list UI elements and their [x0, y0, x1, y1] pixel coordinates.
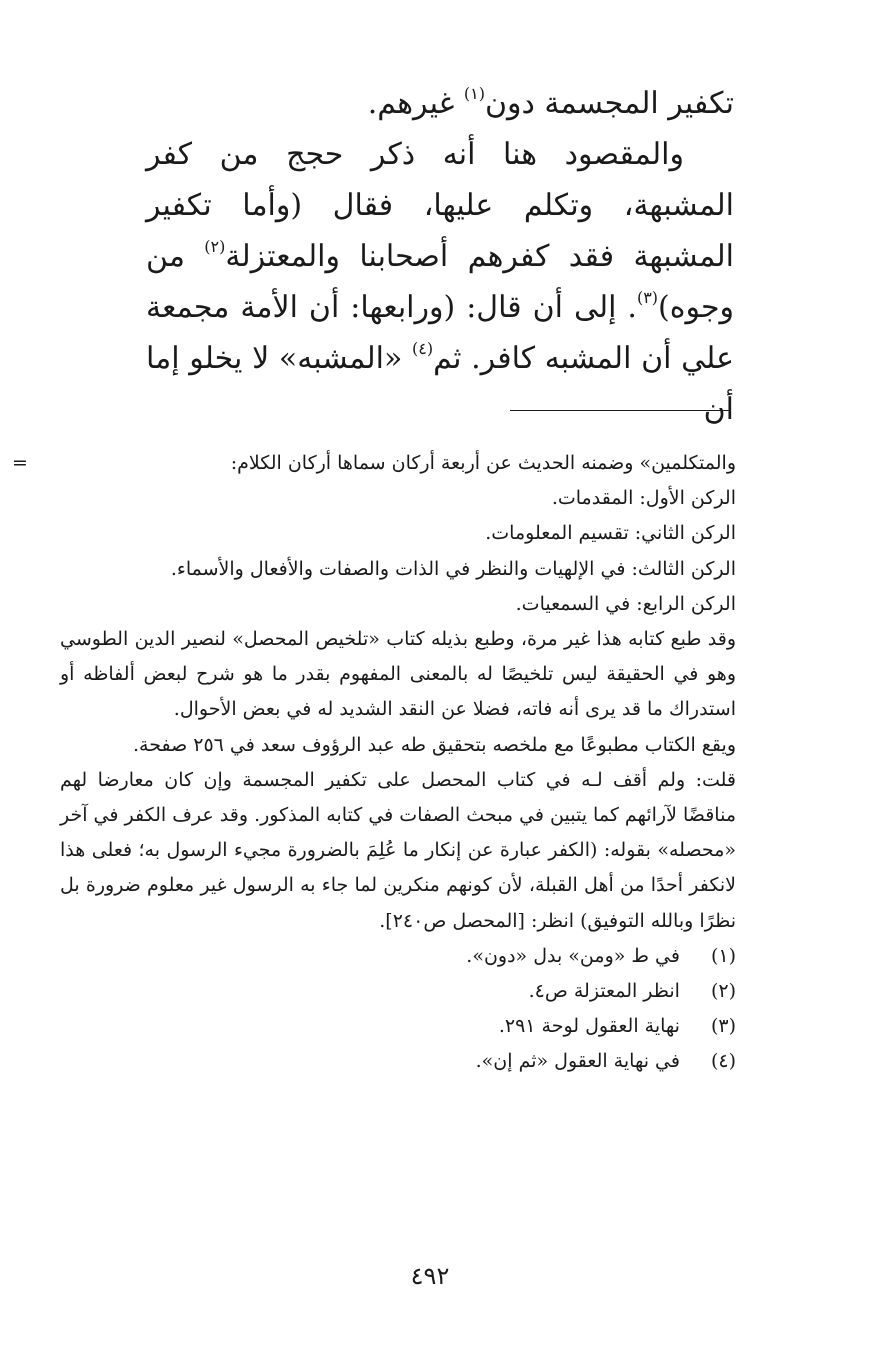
note-paragraph-3: قلت: ولم أقف لـه في كتاب المحصل على تكفير المجسمة وإن كان معارضا لهم مناقضًا لآرائهم كما يتبين في مبحث الصفات في كتابه المذكور. وقد عرف الكفر في آخر «محصله» بقوله: (الكفر عبارة عن إنكار ما عُلِمَ بالضرورة مجيء الرسول به؛ فعلى هذا لانكفر أحدًا من أهل القبلة، لأن كونهم منكرين لما جاء به الرسول غير معلوم ضرورة بل نظرًا وبالله التوفيق) انظر: [المحصل ص٢٤٠].: [60, 768, 736, 932]
footnote-ref-3: (٣): [636, 288, 659, 307]
note-line: الركن الثاني: تقسيم المعلومات.: [485, 522, 736, 545]
footnote-list: [60, 939, 736, 1080]
note-line: الركن الرابع: في السمعيات.: [515, 592, 736, 615]
main-p2-a: والمقصود هنا أنه ذكر حجج من كفر المشبهة، وتكلم عليها، فقال (وأما تكفير المشبهة فقد كفرهم أصحابنا والمعتزلة: [146, 137, 734, 274]
footnote-number: (٣): [710, 1015, 736, 1038]
footnote-number: (١): [710, 944, 736, 967]
footnote-item: [60, 1044, 736, 1079]
footnote-text: نهاية العقول لوحة ٢٩١.: [498, 1015, 680, 1038]
note-paragraph-2: ويقع الكتاب مطبوعًا مع ملخصه بتحقيق طه عبد الرؤوف سعد في ٢٥٦ صفحة.: [132, 733, 736, 756]
main-p1-a: تكفير المجسمة دون: [484, 86, 734, 121]
footnote-item: [60, 1009, 736, 1044]
note-line: الركن الأول: المقدمات.: [551, 487, 736, 510]
main-paragraph-2: [146, 129, 734, 435]
footnote-ref-2: (٢): [204, 237, 226, 256]
page-number: ٤٩٢: [410, 1262, 450, 1290]
main-text: [146, 78, 734, 435]
footnote-text: في ط «ومن» بدل «دون».: [466, 944, 680, 967]
note-line: والمتكلمين» وضمنه الحديث عن أربعة أركان سماها أركان الكلام:: [230, 452, 736, 474]
note-line: الركن الثالث: في الإلهيات والنظر في الذات والصفات والأفعال والأسماء.: [170, 557, 736, 580]
footnote-ref-4: (٤): [412, 339, 434, 358]
main-p2-d: «المشبه» لا يخلو إما أن: [146, 341, 734, 427]
main-p2-b: من وجوه): [146, 239, 734, 325]
footnotes-block: [12, 446, 736, 1080]
footnote-ref-1: (١): [463, 84, 485, 103]
footnote-item: [60, 974, 736, 1009]
footnote-text: في نهاية العقول «ثم إن».: [475, 1050, 680, 1073]
footnote-text: انظر المعتزلة ص٤.: [528, 980, 680, 1003]
footnote-number: (٤): [710, 1050, 736, 1073]
footnote-separator: [510, 410, 730, 411]
main-p1-b: غيرهم.: [367, 86, 464, 121]
footnote-number: (٢): [710, 980, 736, 1003]
continuation-mark: =: [12, 452, 28, 474]
main-p2-c: . إلى أن قال: (ورابعها: أن الأمة مجمعة علي أن المشبه كافر. ثم: [146, 290, 735, 376]
note-paragraph-1: وقد طبع كتابه هذا غير مرة، وطبع بذيله كتاب «تلخيص المحصل» لنصير الدين الطوسي وهو في الحقيقة ليس تلخيصًا له بالمعنى المفهوم بقدر ما هو شرح لبعض ألفاظه أو استدراك ما قد يرى أنه فاته، فضلا عن النقد الشديد له في بعض الأحوال.: [60, 628, 736, 721]
footnote-item: [60, 939, 736, 974]
main-paragraph-1: [146, 78, 734, 129]
